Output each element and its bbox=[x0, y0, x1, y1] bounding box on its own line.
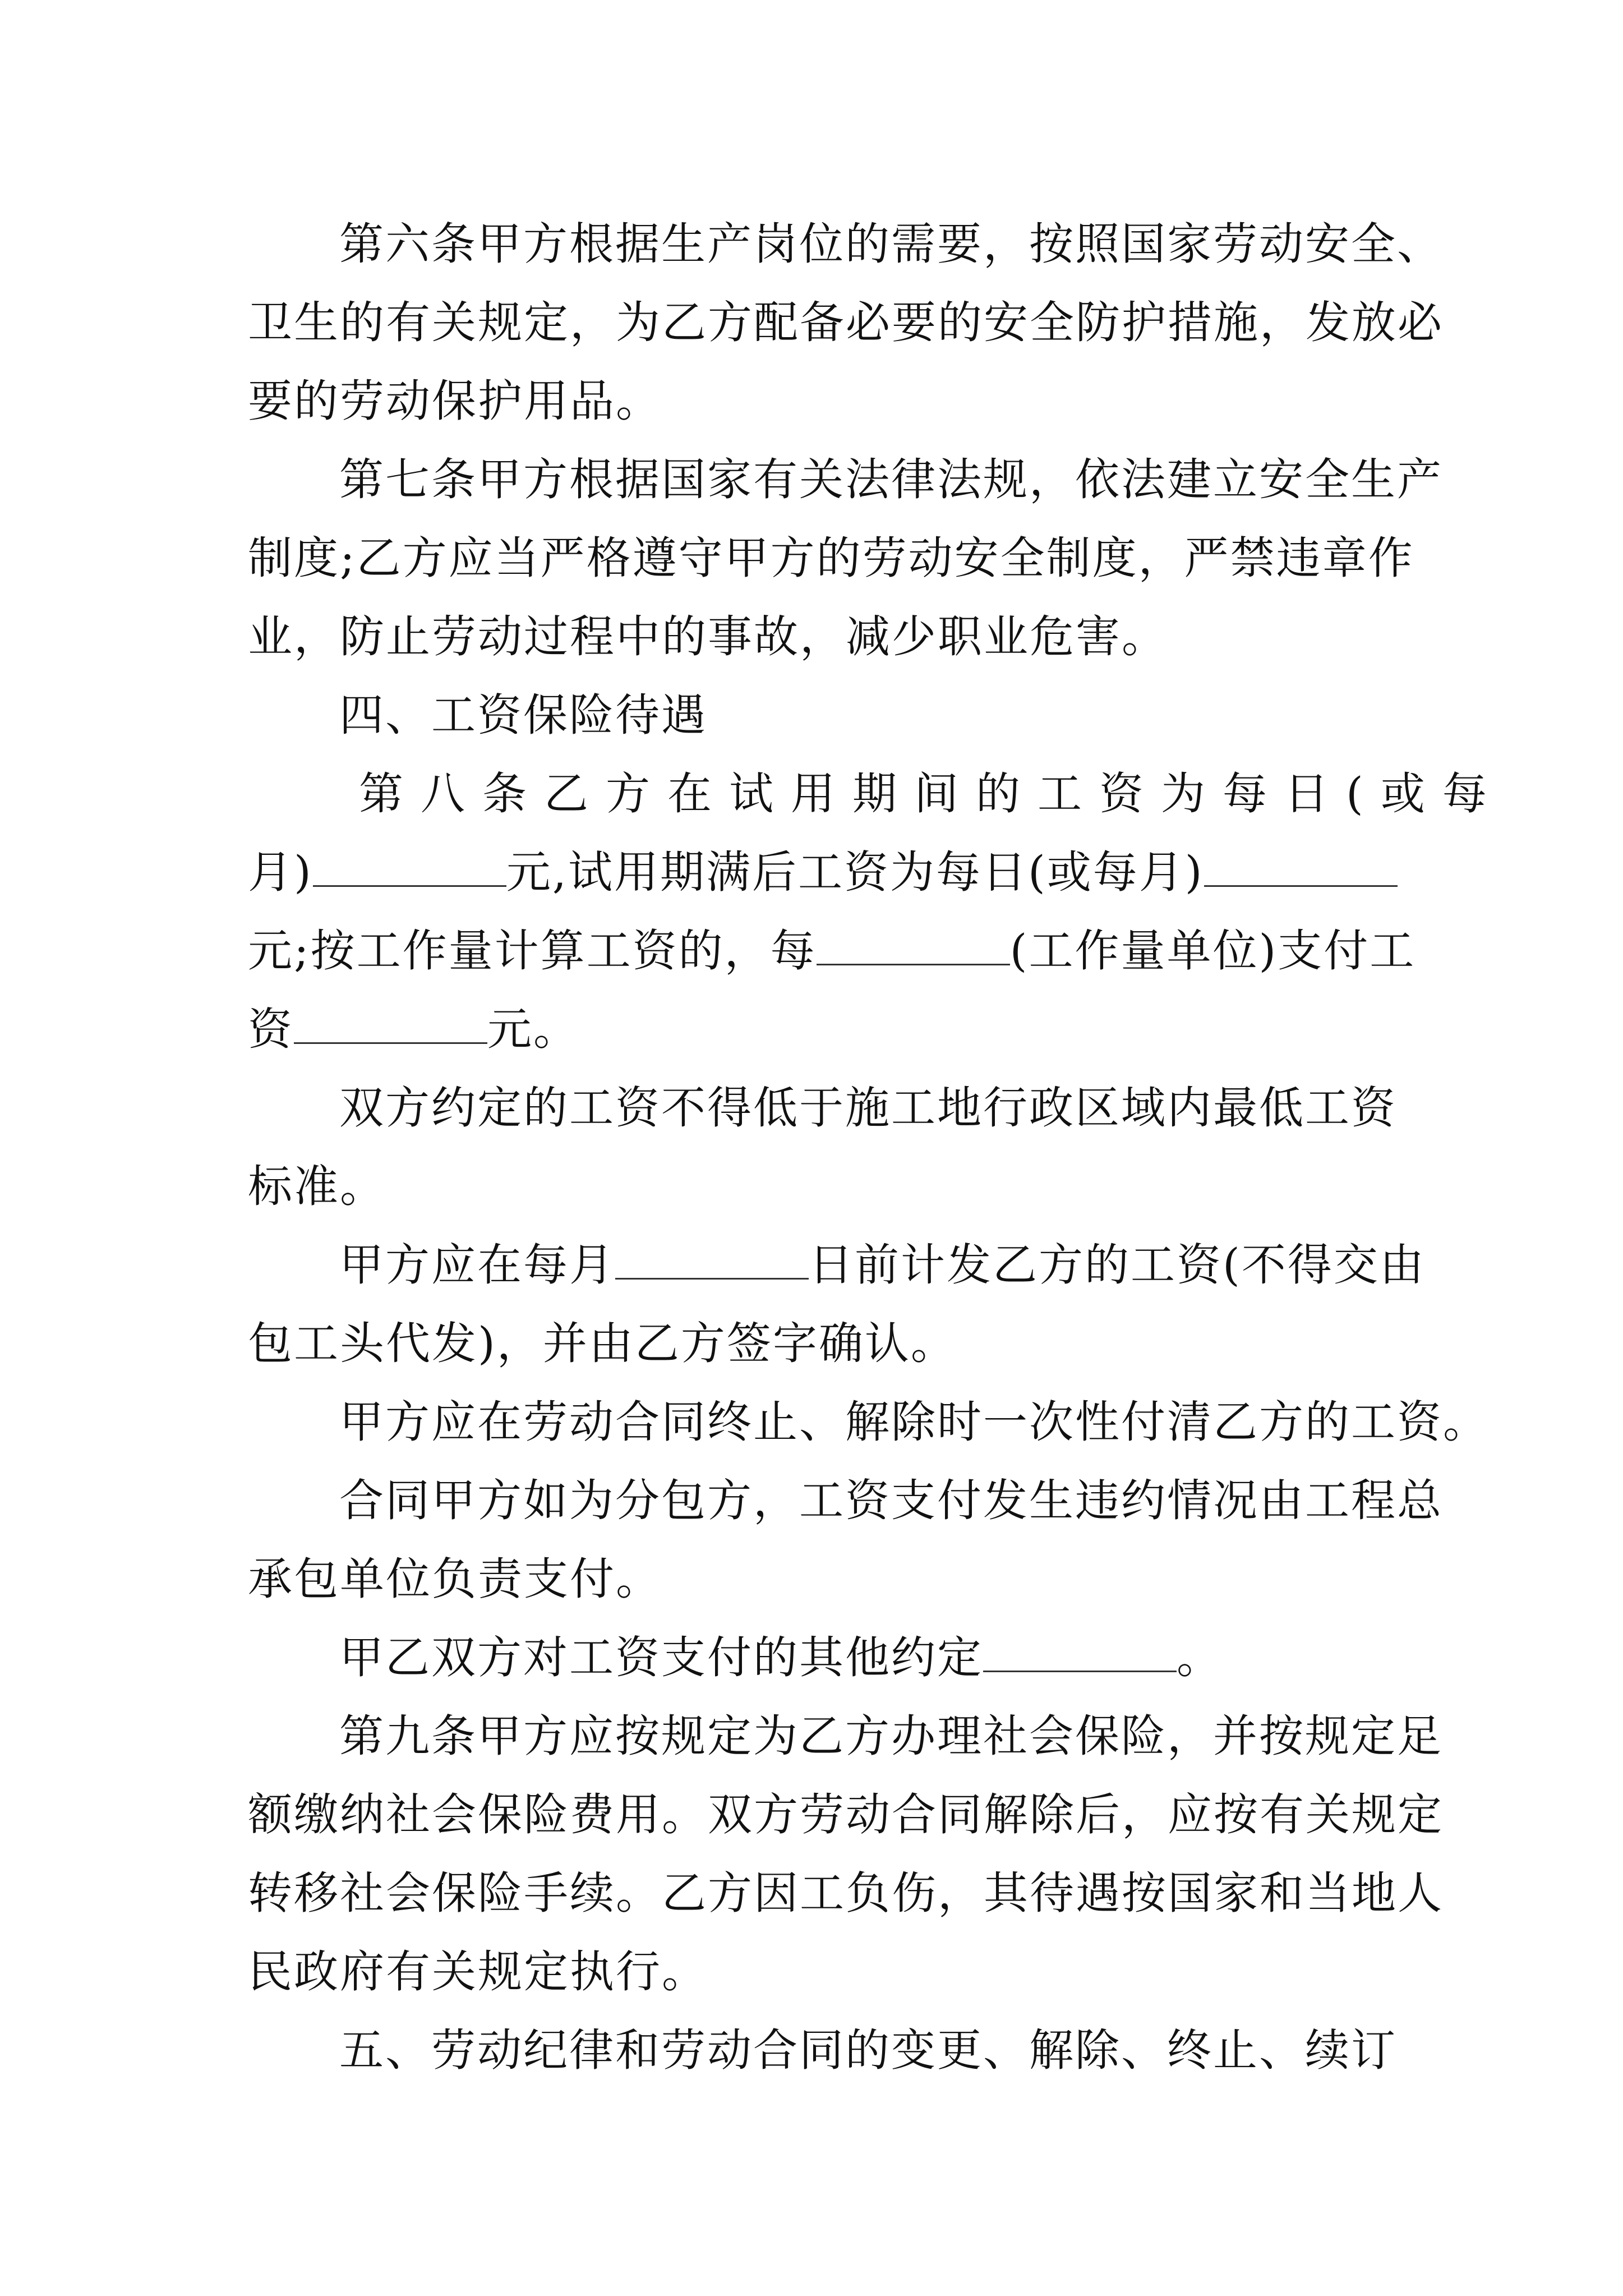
pay-day-blank[interactable] bbox=[615, 1241, 809, 1280]
other-agreement-blank[interactable] bbox=[983, 1634, 1177, 1672]
article-8-line-3: 元;按工作量计算工资的，每 (工作量单位)支付工 bbox=[248, 925, 1416, 977]
article-6-line-2: 卫生的有关规定，为乙方配备必要的安全防护措施，发放必 bbox=[248, 297, 1444, 348]
article-8-line-1: 第八条乙方在试用期间的工资为每日(或每 bbox=[359, 768, 1504, 820]
pay-date-line-2: 包工头代发)，并由乙方签字确认。 bbox=[248, 1318, 957, 1369]
article-7-line-1: 第七条甲方根据国家有关法律法规，依法建立安全生产 bbox=[339, 454, 1443, 505]
pay-date-line-1: 甲方应在每月 日前计发乙方的工资(不得交由 bbox=[339, 1239, 1426, 1291]
article-6-line-3: 要的劳动保护用品。 bbox=[248, 375, 662, 427]
min-wage-line-1: 双方约定的工资不得低于施工地行政区域内最低工资 bbox=[339, 1082, 1397, 1134]
other-agreement-line: 甲乙双方对工资支付的其他约定 。 bbox=[339, 1632, 1223, 1683]
min-wage-line-2: 标准。 bbox=[248, 1161, 386, 1212]
regular-wage-blank[interactable] bbox=[1204, 848, 1398, 887]
subcontract-line-2: 承包单位负责支付。 bbox=[248, 1553, 662, 1605]
article-9-line-1: 第九条甲方应按规定为乙方办理社会保险，并按规定足 bbox=[339, 1710, 1443, 1762]
article-8-line-4: 资 元。 bbox=[248, 1004, 579, 1055]
article-9-line-2: 额缴纳社会保险费用。双方劳动合同解除后，应按有关规定 bbox=[248, 1789, 1444, 1841]
section-5-heading: 五、劳动纪律和劳动合同的变更、解除、终止、续订 bbox=[339, 2024, 1397, 2076]
article-7-line-2: 制度;乙方应当严格遵守甲方的劳动安全制度，严禁违章作 bbox=[248, 532, 1414, 584]
termination-pay-line: 甲方应在劳动合同终止、解除时一次性付清乙方的工资。 bbox=[339, 1396, 1489, 1448]
article-9-line-3: 转移社会保险手续。乙方因工负伤，其待遇按国家和当地人 bbox=[248, 1867, 1444, 1919]
section-4-heading: 四、工资保险待遇 bbox=[339, 689, 707, 741]
article-8-line-2: 月) 元,试用期满后工资为每日(或每月) bbox=[248, 839, 1398, 906]
work-unit-blank[interactable] bbox=[817, 927, 1010, 965]
probation-wage-blank[interactable] bbox=[313, 848, 506, 887]
piece-wage-blank[interactable] bbox=[294, 1005, 487, 1044]
article-7-line-3: 业，防止劳动过程中的事故，减少职业危害。 bbox=[248, 611, 1168, 662]
article-6-line-1: 第六条甲方根据生产岗位的需要，按照国家劳动安全、 bbox=[339, 218, 1443, 270]
article-9-line-4: 民政府有关规定执行。 bbox=[248, 1946, 708, 1998]
subcontract-line-1: 合同甲方如为分包方，工资支付发生违约情况由工程总 bbox=[339, 1475, 1443, 1526]
